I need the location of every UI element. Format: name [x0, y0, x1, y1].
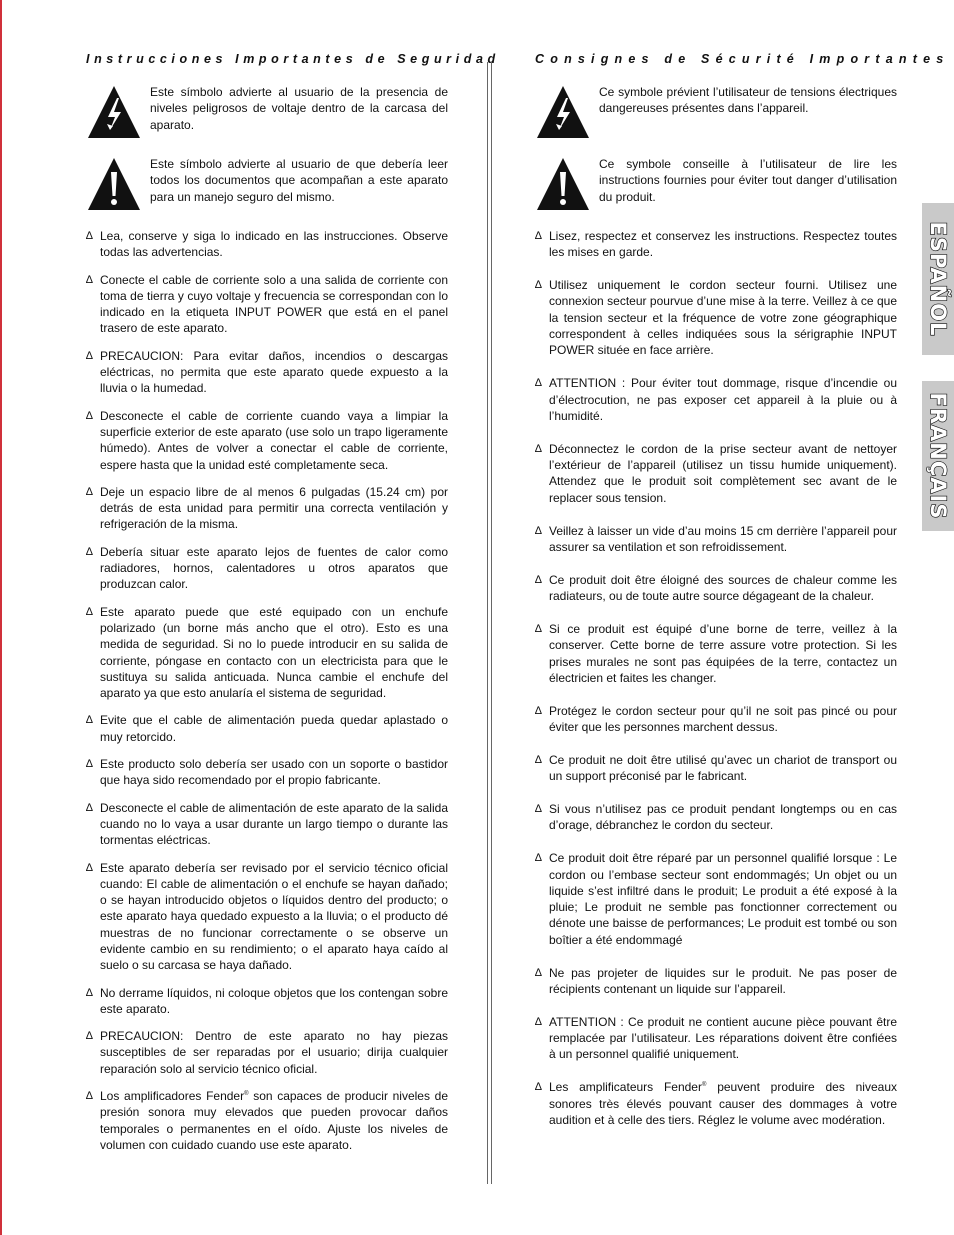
list-item: ∆ Ce produit doit être réparé par un personnel qualifié lorsque : Le cordon ou l’embase secteur sont endommagés; Un objet ou un liquide s’est infiltré dans le produit; Le produit a été exposé à la pluie; Le produit ne semble pas fonctionner correctement ou dénote une baisse de performances; Le produit est tombé ou son boîtier a été endommagé	[535, 851, 897, 947]
list-item: ∆ ATTENTION : Ce produit ne contient aucune pièce pouvant être remplacée par l’utilisateur. Les réparations doivent être confiées à un personnel qualifié uniquement.	[535, 1014, 897, 1062]
list-item: ∆ Desconecte el cable de alimentación de este aparato de la salida cuando no lo vaya a usar durante un largo tiempo o durante las tormentas eléctricas.	[86, 800, 448, 848]
delta-bullet: ∆	[535, 230, 542, 242]
delta-bullet: ∆	[535, 1081, 542, 1094]
exclamation-symbol-text: Ce symbole conseille à l’utilisateur de lire les instructions fournies pour éviter tout danger d’utilisation du produit.	[599, 157, 897, 204]
delta-bullet: ∆	[86, 605, 93, 618]
list-item: ∆ Lisez, respectez et conservez les instructions. Respectez toutes les mises en garde.	[535, 229, 897, 260]
delta-bullet: ∆	[535, 753, 542, 766]
delta-bullet: ∆	[535, 966, 542, 979]
delta-bullet: ∆	[86, 1030, 93, 1043]
list-item: ∆ Ce produit doit être éloigné des sources de chaleur comme les radiateurs, ou de toute autre source dégageant de la chaleur.	[535, 572, 897, 604]
delta-bullet: ∆	[535, 622, 542, 635]
delta-bullet: ∆	[86, 1090, 93, 1103]
language-tab-espanol[interactable]	[922, 203, 954, 355]
language-tab-label: FRANÇAIS	[926, 392, 950, 520]
list-item: ∆ Utilisez uniquement le cordon secteur fourni. Utilisez une connexion secteur pourvue d’une mise à la terre. Veillez à ce que la tension secteur et la fréquence de votre zone géographique correspondent à celles indiquées sous la sérigraphie INPUT POWER située en face arrière.	[535, 278, 897, 358]
lightning-symbol-note-es	[86, 84, 448, 140]
electric-warning-icon	[86, 84, 142, 140]
list-item: ∆ Si vous n’utilisez pas ce produit pendant longtemps ou en cas d’orage, débranchez le cordon du secteur.	[535, 802, 897, 833]
delta-bullet: ∆	[86, 714, 93, 727]
delta-bullet: ∆	[86, 485, 93, 498]
delta-bullet: ∆	[86, 273, 93, 286]
list-item: ∆ PRECAUCION: Dentro de este aparato no hay piezas susceptibles de ser reparadas por el usuario; dirija cualquier reparación solo al servicio técnico oficial.	[86, 1029, 448, 1076]
list-item: ∆ Evite que el cable de alimentación pueda quedar aplastado o muy retorcido.	[86, 713, 448, 744]
exclamation-symbol-note-fr	[535, 156, 897, 212]
list-item: ∆ Los amplificadores Fender® son capaces de producir niveles de presión sonora muy elevados que pueden provocar daños temporales o permanentes en el oído. Ajuste los niveles de volumen con cuidado cuando use este aparato.	[86, 1089, 449, 1152]
delta-bullet: ∆	[86, 349, 93, 362]
list-item: ∆ Protégez le cordon secteur pour qu’il ne soit pas pincé ou pour éviter que les personnes marchent dessus.	[535, 703, 897, 734]
list-item: ∆ Déconnectez le cordon de la prise secteur avant de nettoyer l’extérieur de l’appareil (utilisez un tissu humide uniquement). Attendez que le produit soit complètement sec avant de le replacer sous tension.	[535, 441, 897, 505]
exclamation-symbol-text: Este símbolo advierte al usuario de que debería leer todos los documentos que acompañan a este aparato para un manejo seguro del mismo.	[150, 157, 448, 204]
spanish-column	[86, 52, 500, 1164]
list-item: ∆ Veillez à laisser un vide d’au moins 15 cm derrière l’appareil pour assurer sa ventilation et son refroidissement.	[535, 523, 897, 554]
exclamation-symbol-note-es	[86, 156, 448, 212]
delta-bullet: ∆	[535, 524, 542, 537]
list-item: ∆ ATTENTION : Pour éviter tout dommage, risque d’incendie ou d’électrocution, ne pas exposer cet appareil à la pluie ou à l’humidité.	[535, 376, 897, 423]
delta-bullet: ∆	[535, 1015, 542, 1028]
page-edge-line	[0, 0, 2, 1235]
delta-bullet: ∆	[86, 986, 93, 999]
list-item: ∆ Conecte el cable de corriente solo a una salida de corriente con toma de tierra y cuyo voltaje y frecuencia se correspondan con lo indicado en la etiqueta INPUT POWER que está en el panel trasero de este aparato.	[86, 272, 448, 336]
registered-mark: ®	[244, 1091, 249, 1098]
french-title: Consignes de Sécurité Importantes	[535, 52, 950, 66]
spanish-title: Instrucciones Importantes de Seguridad	[86, 52, 500, 66]
delta-bullet: ∆	[535, 279, 542, 292]
delta-bullet: ∆	[86, 861, 93, 874]
language-tab-label: ESPAÑOL	[926, 221, 950, 337]
delta-bullet: ∆	[535, 704, 542, 717]
list-item: ∆ Debería situar este aparato lejos de fuentes de calor como radiadores, hornos, calentadores u otros aparatos que produzcan calor.	[86, 544, 448, 592]
spanish-safety-list	[86, 228, 448, 1153]
list-item: ∆ Deje un espacio libre de al menos 6 pulgadas (15.24 cm) por detrás de esta unidad para permitir una correcta ventilación y refrigeración de la misma.	[86, 484, 448, 532]
language-tab-francais[interactable]	[922, 381, 954, 531]
delta-bullet: ∆	[535, 377, 542, 390]
lightning-symbol-text: Este símbolo advierte al usuario de la presencia de niveles peligrosos de voltaje dentro de la carcasa del aparato.	[150, 85, 448, 132]
column-divider	[487, 62, 492, 1184]
delta-bullet: ∆	[535, 573, 542, 586]
registered-mark: ®	[701, 1082, 707, 1089]
list-item: ∆ PRECAUCION: Para evitar daños, incendios o descargas eléctricas, no permita que este aparato quede expuesto a la lluvia o la humedad.	[86, 348, 448, 396]
exclamation-warning-icon	[535, 156, 591, 212]
delta-bullet: ∆	[86, 409, 93, 422]
list-item: ∆ Si ce produit est équipé d’une borne de terre, veillez à la conserver. Cette borne de terre assure votre protection. Si les prises murales ne sont pas équipées de la terre, contactez un électricien et faites les changer.	[535, 621, 897, 685]
list-item: ∆ Este aparato debería ser revisado por el servicio técnico oficial cuando: El cable de alimentación o el enchufe se hayan dañado; o se hayan introducido objetos o líquidos dentro del producto; o este aparato haya quedado expuesto a la lluvia; o el producto dé muestras de no funcionar correctamente o se observe un evidente cambio en su rendimiento; o el aparato haya caído al suelo o su carcasa se haya dañado.	[86, 860, 448, 973]
electric-warning-icon	[535, 84, 591, 140]
lightning-symbol-note-fr	[535, 84, 897, 140]
lightning-symbol-text: Ce symbole prévient l’utilisateur de tensions électriques dangereuses présentes dans l’appareil.	[599, 85, 897, 116]
list-item: ∆ Les amplificateurs Fender® peuvent produire des niveaux sonores très élevés pouvant causer des dommages à votre audition et à celle des tiers. Réglez le volume avec modération.	[535, 1080, 897, 1127]
delta-bullet: ∆	[86, 545, 93, 558]
list-item: ∆ No derrame líquidos, ni coloque objetos que los contengan sobre este aparato.	[86, 985, 448, 1016]
list-item: ∆ Ne pas projeter de liquides sur le produit. Ne pas poser de récipients contenant un liquide sur l’appareil.	[535, 965, 897, 996]
delta-bullet: ∆	[535, 803, 542, 816]
delta-bullet: ∆	[86, 758, 93, 771]
list-item: ∆ Este producto solo debería ser usado con un soporte o bastidor que haya sido recomendado por el propio fabricante.	[86, 757, 448, 788]
list-item: ∆ Desconecte el cable de corriente cuando vaya a limpiar la superficie exterior de este aparato (use solo un trapo ligeramente húmedo). Antes de volver a conectar el cable de corriente, espere hasta que la unidad esté completamente seca.	[86, 408, 448, 472]
exclamation-warning-icon	[86, 156, 142, 212]
list-item: ∆ Ce produit ne doit être utilisé qu’avec un chariot de transport ou un support préconisé par le fabricant.	[535, 752, 897, 784]
french-safety-list	[535, 228, 897, 1128]
delta-bullet: ∆	[86, 801, 93, 814]
list-item: ∆ Lea, conserve y siga lo indicado en las instrucciones. Observe todas las advertencias.	[86, 229, 448, 260]
delta-bullet: ∆	[86, 230, 93, 242]
delta-bullet: ∆	[535, 852, 542, 865]
list-item: ∆ Este aparato puede que esté equipado con un enchufe polarizado (un borne más ancho que el otro). Esto es una medida de seguridad. Si no lo puede introducir en su salida de corriente, póngase en contacto con un electricista para que le sustituya su salida anticuada. Nunca cambie el enchufe del aparato ya que esto anularía el sistema de seguridad.	[86, 604, 448, 701]
delta-bullet: ∆	[535, 442, 542, 455]
